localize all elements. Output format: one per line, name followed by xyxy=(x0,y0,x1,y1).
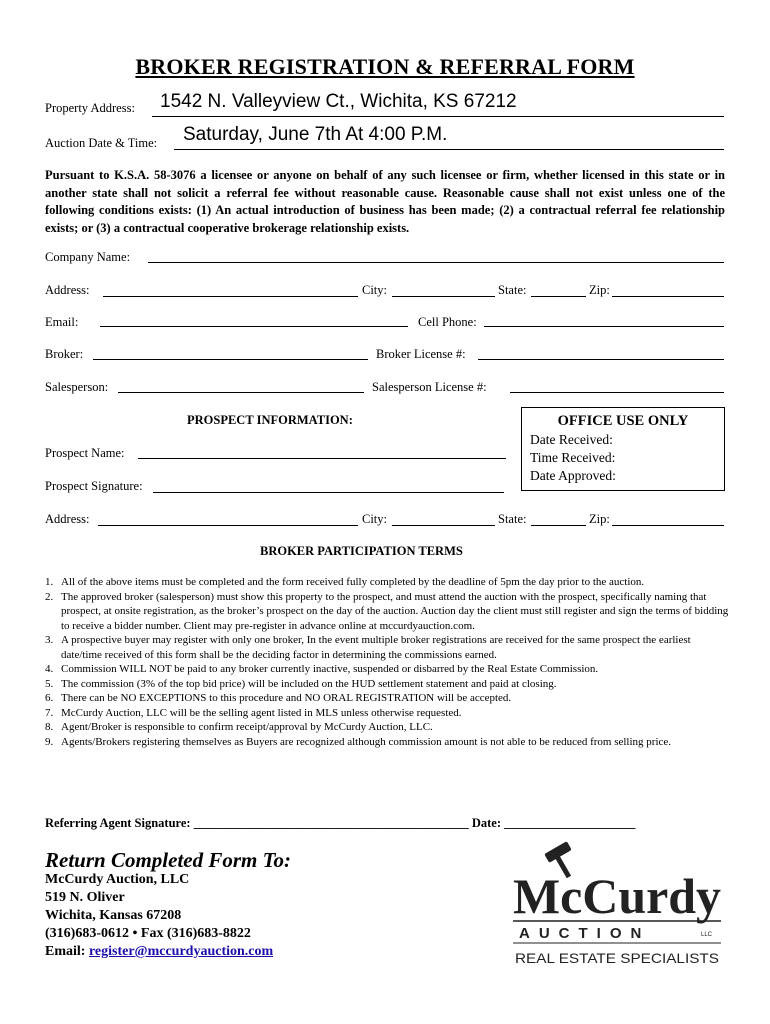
email-field[interactable] xyxy=(100,326,408,327)
company-name-field[interactable] xyxy=(148,262,724,263)
term-item xyxy=(45,590,730,634)
time-received-label: Time Received: xyxy=(530,450,616,465)
return-street: 519 N. Oliver xyxy=(45,890,125,905)
term-item xyxy=(45,735,730,750)
referring-agent-signature-field[interactable]: ____________________________________________ xyxy=(193,816,469,830)
date-received-label: Date Received: xyxy=(530,432,613,447)
broker-field[interactable] xyxy=(93,359,368,360)
company-name-label: Company Name: xyxy=(45,250,131,264)
term-number: 4. xyxy=(45,663,54,675)
salesperson-license-label: Salesperson License #: xyxy=(372,380,487,394)
logo-llc: LLC xyxy=(701,932,713,938)
referring-agent-signature-row xyxy=(45,816,635,831)
return-email-link[interactable]: register@mccurdyauction.com xyxy=(88,944,274,959)
property-address-value[interactable]: 1542 N. Valleyview Ct., Wichita, KS 67212 xyxy=(160,91,517,112)
email-label: Email: xyxy=(45,315,79,329)
salesperson-license-field[interactable] xyxy=(510,392,724,393)
term-number: 7. xyxy=(45,706,54,719)
prospect-zip-label: Zip: xyxy=(589,512,610,526)
term-text: Commission WILL NOT be paid to any broker currently inactive, suspended or disbarred by the Real Estate Commission. xyxy=(61,663,599,675)
auction-date-label: Auction Date & Time: xyxy=(45,136,158,150)
return-city-state: Wichita, Kansas 67208 xyxy=(45,908,182,923)
salesperson-field[interactable] xyxy=(118,392,364,393)
term-number: 5. xyxy=(45,677,54,690)
logo-tagline: REAL ESTATE SPECIALISTS xyxy=(515,950,719,966)
term-text: The commission (3% of the top bid price) will be included on the HUD settlement statement and paid at closing. xyxy=(61,677,557,690)
broker-label: Broker: xyxy=(45,347,84,361)
term-item xyxy=(45,633,730,662)
city-field[interactable] xyxy=(392,296,495,297)
term-text: The approved broker (salesperson) must show this property to the prospect, and must attend the auction with the prospect, specifically naming that prospect, at onsite registration, as the broker’s prospect on the day of the auction. Auction day the client must still register and sign the terms of bidding to receive a bidder number. Client may pre-register in advance online at mccurdyauction.com. xyxy=(61,590,729,632)
signature-date-field[interactable]: _____________________ xyxy=(504,816,636,830)
logo-name-sub: AUCTION xyxy=(519,925,651,942)
property-address-label: Property Address: xyxy=(45,101,135,115)
term-item xyxy=(45,691,730,706)
return-phone-fax: (316)683-0612 • Fax (316)683-8822 xyxy=(45,926,251,941)
prospect-city-field[interactable] xyxy=(392,525,495,526)
return-email-label: Email: xyxy=(45,944,86,959)
prospect-name-label: Prospect Name: xyxy=(45,446,125,460)
prospect-state-field[interactable] xyxy=(531,525,586,526)
state-label: State: xyxy=(498,283,527,297)
term-text: There can be NO EXCEPTIONS to this procedure and NO ORAL REGISTRATION will be accepted. xyxy=(61,692,512,704)
prospect-zip-field[interactable] xyxy=(612,525,724,526)
cell-phone-field[interactable] xyxy=(484,326,724,327)
term-text: A prospective buyer may register with only one broker, In the event multiple broker registrations are received for the same prospect the earliest date/time received of this form shall be the deciding factor in determining the commissions earned. xyxy=(61,634,691,661)
prospect-state-label: State: xyxy=(498,512,527,526)
zip-field[interactable] xyxy=(612,296,724,297)
address-label: Address: xyxy=(45,283,90,297)
prospect-signature-field[interactable] xyxy=(153,492,504,493)
prospect-city-label: City: xyxy=(362,512,388,526)
broker-license-label: Broker License #: xyxy=(376,347,466,361)
auction-date-value[interactable]: Saturday, June 7th At 4:00 P.M. xyxy=(183,124,448,145)
return-company: McCurdy Auction, LLC xyxy=(45,872,190,887)
term-number: 2. xyxy=(45,590,54,603)
term-text: Agents/Brokers registering themselves as Buyers are recognized although commission amount is not able to be reduced from selling price. xyxy=(61,735,672,748)
address-field[interactable] xyxy=(103,296,358,297)
term-text: McCurdy Auction, LLC will be the selling agent listed in MLS unless otherwise requested. xyxy=(61,706,462,719)
form-title: BROKER REGISTRATION & REFERRAL FORM xyxy=(135,54,635,79)
term-number: 3. xyxy=(45,634,54,646)
salesperson-label: Salesperson: xyxy=(45,380,109,394)
term-number: 6. xyxy=(45,692,54,704)
auction-date-line xyxy=(174,149,724,150)
terms-heading: BROKER PARTICIPATION TERMS xyxy=(260,544,463,558)
zip-label: Zip: xyxy=(589,283,610,297)
prospect-name-field[interactable] xyxy=(138,458,506,459)
prospect-signature-label: Prospect Signature: xyxy=(45,479,143,493)
prospect-address-label: Address: xyxy=(45,512,90,526)
prospect-address-field[interactable] xyxy=(98,525,358,526)
signature-date-label: Date: xyxy=(471,816,501,830)
term-text: Agent/Broker is responsible to confirm receipt/approval by McCurdy Auction, LLC. xyxy=(61,721,433,733)
prospect-info-heading: PROSPECT INFORMATION: xyxy=(187,413,353,427)
cell-phone-label: Cell Phone: xyxy=(418,315,477,329)
mccurdy-auction-logo xyxy=(505,835,730,970)
property-address-line xyxy=(152,116,724,117)
date-approved-label: Date Approved: xyxy=(530,468,616,483)
term-number: 1. xyxy=(45,576,54,588)
office-use-title: OFFICE USE ONLY xyxy=(557,413,689,429)
term-number: 9. xyxy=(45,735,54,748)
term-number: 8. xyxy=(45,721,54,733)
office-use-box xyxy=(521,407,725,491)
term-item xyxy=(45,662,730,677)
city-label: City: xyxy=(362,283,388,297)
term-text: All of the above items must be completed and the form received fully completed by the deadline of 5pm the day prior to the auction. xyxy=(61,576,645,588)
term-item xyxy=(45,720,730,735)
referral-disclaimer: Pursuant to K.S.A. 58-3076 a licensee or anyone on behalf of any such licensee or firm, whether licensed in this state or in another state shall not solicit a referral fee without reasonable cause. Reasonable cause shall not exist unless one of the following conditions exists: (1) An actual introduction of business has been made; (2) a contractual referral fee relationship exists; or (3) a contractual cooperative brokerage relationship exists. xyxy=(45,168,725,235)
return-email-row xyxy=(45,944,273,960)
term-item xyxy=(45,706,730,721)
logo-name-main: McCurdy xyxy=(513,868,721,924)
referring-agent-signature-label: Referring Agent Signature: xyxy=(45,816,191,830)
broker-license-field[interactable] xyxy=(478,359,724,360)
state-field[interactable] xyxy=(531,296,586,297)
terms-list xyxy=(45,575,730,749)
term-item xyxy=(45,575,730,590)
return-heading: Return Completed Form To: xyxy=(45,848,292,872)
term-item xyxy=(45,677,730,692)
